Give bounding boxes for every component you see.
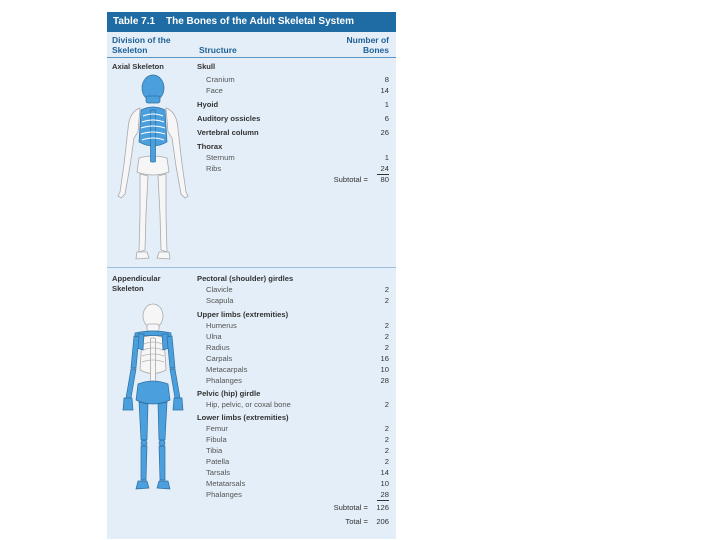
lower-limbs-row: Lower limbs (extremities) bbox=[197, 413, 289, 422]
face-count: 14 bbox=[380, 86, 389, 95]
appendicular-subtotal-value: 126 bbox=[376, 503, 389, 512]
scapula-row: Scapula bbox=[206, 296, 234, 305]
header-rule bbox=[107, 57, 396, 58]
phalanges-upper-row: Phalanges bbox=[206, 376, 242, 385]
ulna-row: Ulna bbox=[206, 332, 222, 341]
scapula-count: 2 bbox=[384, 296, 389, 305]
header-division: Division of the Skeleton bbox=[112, 35, 171, 55]
appendicular-subtotal-label: Subtotal = bbox=[333, 503, 368, 512]
tibia-row: Tibia bbox=[206, 446, 223, 455]
ossicles-row: Auditory ossicles bbox=[197, 114, 261, 123]
vertebral-count: 26 bbox=[380, 128, 389, 137]
ossicles-count: 6 bbox=[384, 114, 389, 123]
tarsals-count: 14 bbox=[380, 468, 389, 477]
hip-row: Hip, pelvic, or coxal bone bbox=[206, 400, 291, 409]
table-title: The Bones of the Adult Skeletal System bbox=[166, 16, 355, 27]
carpals-count: 16 bbox=[380, 354, 389, 363]
face-row: Face bbox=[206, 86, 223, 95]
femur-row: Femur bbox=[206, 424, 228, 433]
humerus-row: Humerus bbox=[206, 321, 237, 330]
appendicular-skeleton-figure bbox=[109, 302, 197, 502]
tibia-count: 2 bbox=[384, 446, 389, 455]
metacarpals-row: Metacarpals bbox=[206, 365, 248, 374]
skull-row: Skull bbox=[197, 62, 216, 71]
bones-table bbox=[107, 12, 396, 539]
femur-count: 2 bbox=[384, 424, 389, 433]
phalanges-upper-count: 28 bbox=[380, 376, 389, 385]
section-divider bbox=[107, 267, 396, 268]
tarsals-row: Tarsals bbox=[206, 468, 231, 477]
axial-label: Axial Skeleton bbox=[112, 62, 164, 71]
radius-row: Radius bbox=[206, 343, 230, 352]
pectoral-row: Pectoral (shoulder) girdles bbox=[197, 274, 294, 283]
header-number: Number of Bones bbox=[346, 35, 389, 55]
fibula-count: 2 bbox=[384, 435, 389, 444]
axial-skeleton-figure bbox=[109, 74, 197, 274]
axial-subtotal-label: Subtotal = bbox=[333, 175, 368, 184]
carpals-row: Carpals bbox=[206, 354, 233, 363]
hip-count: 2 bbox=[384, 400, 389, 409]
total-value: 206 bbox=[376, 517, 389, 526]
ulna-count: 2 bbox=[384, 332, 389, 341]
thorax-row: Thorax bbox=[197, 142, 223, 151]
metacarpals-count: 10 bbox=[380, 365, 389, 374]
fibula-row: Fibula bbox=[206, 435, 227, 444]
ribs-row: Ribs bbox=[206, 164, 222, 173]
patella-count: 2 bbox=[384, 457, 389, 466]
appendicular-label: Appendicular Skeleton bbox=[112, 274, 161, 293]
radius-count: 2 bbox=[384, 343, 389, 352]
metatarsals-count: 10 bbox=[380, 479, 389, 488]
vertebral-row: Vertebral column bbox=[197, 128, 259, 137]
table-title-bar bbox=[107, 12, 396, 32]
phalanges-lower-row: Phalanges bbox=[206, 490, 242, 499]
upper-limbs-row: Upper limbs (extremities) bbox=[197, 310, 289, 319]
axial-subtotal-value: 80 bbox=[380, 175, 389, 184]
clavicle-row: Clavicle bbox=[206, 285, 233, 294]
hyoid-row: Hyoid bbox=[197, 100, 219, 109]
humerus-count: 2 bbox=[384, 321, 389, 330]
table-number: Table 7.1 bbox=[113, 16, 156, 27]
total-label: Total = bbox=[345, 517, 368, 526]
header-structure: Structure bbox=[199, 45, 237, 55]
sternum-count: 1 bbox=[384, 153, 389, 162]
patella-row: Patella bbox=[206, 457, 230, 466]
appendicular-subtotal-line bbox=[377, 500, 389, 501]
cranium-count: 8 bbox=[384, 75, 389, 84]
pelvic-row: Pelvic (hip) girdle bbox=[197, 389, 261, 398]
ribs-count: 24 bbox=[380, 164, 389, 173]
hyoid-count: 1 bbox=[384, 100, 389, 109]
metatarsals-row: Metatarsals bbox=[206, 479, 246, 488]
sternum-row: Sternum bbox=[206, 153, 235, 162]
clavicle-count: 2 bbox=[384, 285, 389, 294]
cranium-row: Cranium bbox=[206, 75, 235, 84]
phalanges-lower-count: 28 bbox=[380, 490, 389, 499]
